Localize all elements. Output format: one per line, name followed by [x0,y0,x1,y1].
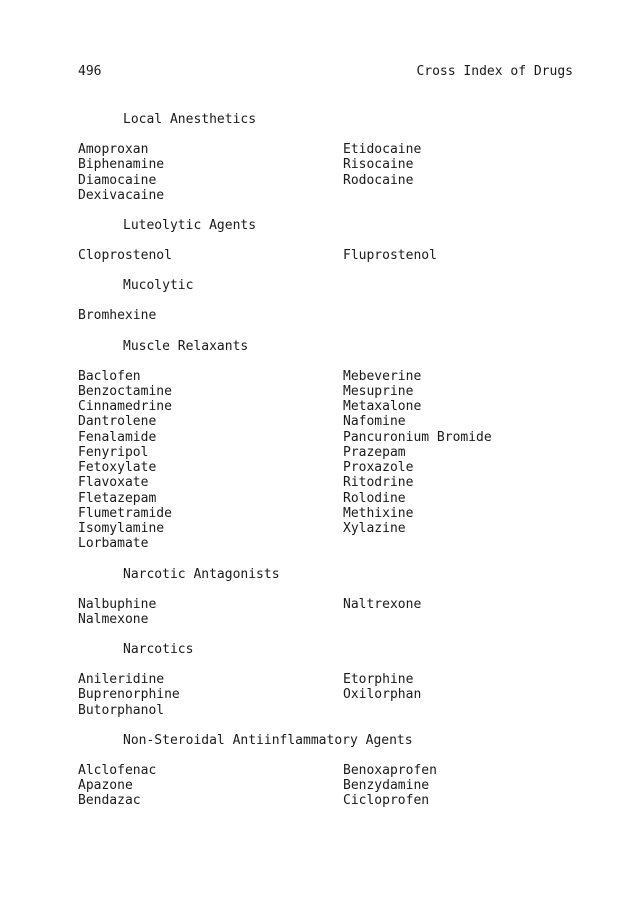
drug-name: Benzydamine [343,778,430,793]
drug-category-section [78,567,578,628]
drug-column-right [343,597,421,612]
drug-name: Buprenorphine [78,687,180,703]
category-heading: Local Anesthetics [123,112,257,127]
drug-name: Prazepam [343,444,406,460]
drug-name: Pancuronium Bromide [343,429,492,445]
drug-name: Nafomine [343,414,406,430]
drug-columns [78,597,578,628]
category-heading: Muscle Relaxants [123,338,249,354]
drug-name: Baclofen [78,368,141,384]
drug-column-right [343,248,437,263]
drug-name: Dantrolene [78,414,157,430]
drug-name: Oxilorphan [343,687,422,703]
drug-column-left [78,142,164,203]
drug-name: Anileridine [78,672,165,687]
drug-name: Benoxaprofen [343,762,437,778]
category-heading: Mucolytic [123,278,194,294]
drug-name: Cinnamedrine [78,399,172,414]
drug-name: Cloprostenol [78,248,172,263]
drug-name: Alclofenac [78,762,157,778]
drug-name: Nalbuphine [78,596,157,612]
drug-category-section [78,112,578,203]
drug-column-right [343,142,421,188]
drug-name: Amoproxan [78,142,149,157]
drug-column-right [343,763,437,809]
drug-column-right [343,672,421,703]
page-number: 496 [78,64,102,79]
drug-name: Ritodrine [343,475,414,491]
drug-name: Lorbamate [78,536,149,552]
drug-name: Fluprostenol [343,248,437,263]
running-head-title: Cross Index of Drugs [416,64,573,79]
drug-name: Rolodine [343,490,406,506]
drug-name: Etidocaine [343,142,422,157]
drug-columns [78,142,578,203]
drug-column-left [78,763,156,809]
drug-name: Dexivacaine [78,187,165,203]
drug-column-right [343,369,492,537]
drug-name: Bendazac [78,793,141,809]
category-heading: Narcotic Antagonists [123,566,280,582]
drug-columns [78,763,578,809]
drug-name: Cicloprofen [343,793,430,809]
drug-name: Proxazole [343,460,414,475]
drug-name: Apazone [78,778,133,793]
drug-name: Nalmexone [78,611,149,627]
drug-name: Xylazine [343,521,406,536]
drug-columns [78,369,578,552]
drug-category-section [78,278,578,323]
drug-name: Methixine [343,505,414,521]
drug-name: Flumetramide [78,505,172,521]
category-heading: Luteolytic Agents [123,218,257,233]
drug-columns [78,672,578,718]
drug-name: Isomylamine [78,521,165,536]
drug-columns [78,248,578,263]
drug-name: Naltrexone [343,596,422,612]
drug-column-left [78,597,156,628]
drug-column-left [78,248,172,263]
drug-category-section [78,733,578,809]
drug-name: Rodocaine [343,172,414,188]
drug-name: Etorphine [343,672,414,687]
drug-name: Fletazepam [78,490,157,506]
drug-name: Fetoxylate [78,460,157,475]
drug-column-left [78,672,180,718]
drug-name: Fenalamide [78,429,157,445]
drug-name: Butorphanol [78,702,165,718]
drug-category-section [78,339,578,552]
drug-index-content [78,112,578,824]
drug-columns [78,308,578,323]
drug-name: Benzoctamine [78,383,172,399]
drug-name: Biphenamine [78,157,165,173]
drug-name: Risocaine [343,157,414,173]
drug-name: Mesuprine [343,383,414,399]
drug-name: Flavoxate [78,475,149,491]
drug-column-left [78,308,156,323]
drug-name: Diamocaine [78,172,157,188]
drug-category-section [78,218,578,263]
drug-name: Fenyripol [78,444,149,460]
drug-column-left [78,369,172,552]
drug-name: Bromhexine [78,308,157,324]
drug-category-section [78,642,578,718]
drug-name: Metaxalone [343,399,422,414]
category-heading: Non-Steroidal Antiinflammatory Agents [123,732,413,748]
drug-name: Mebeverine [343,368,422,384]
category-heading: Narcotics [123,642,194,657]
